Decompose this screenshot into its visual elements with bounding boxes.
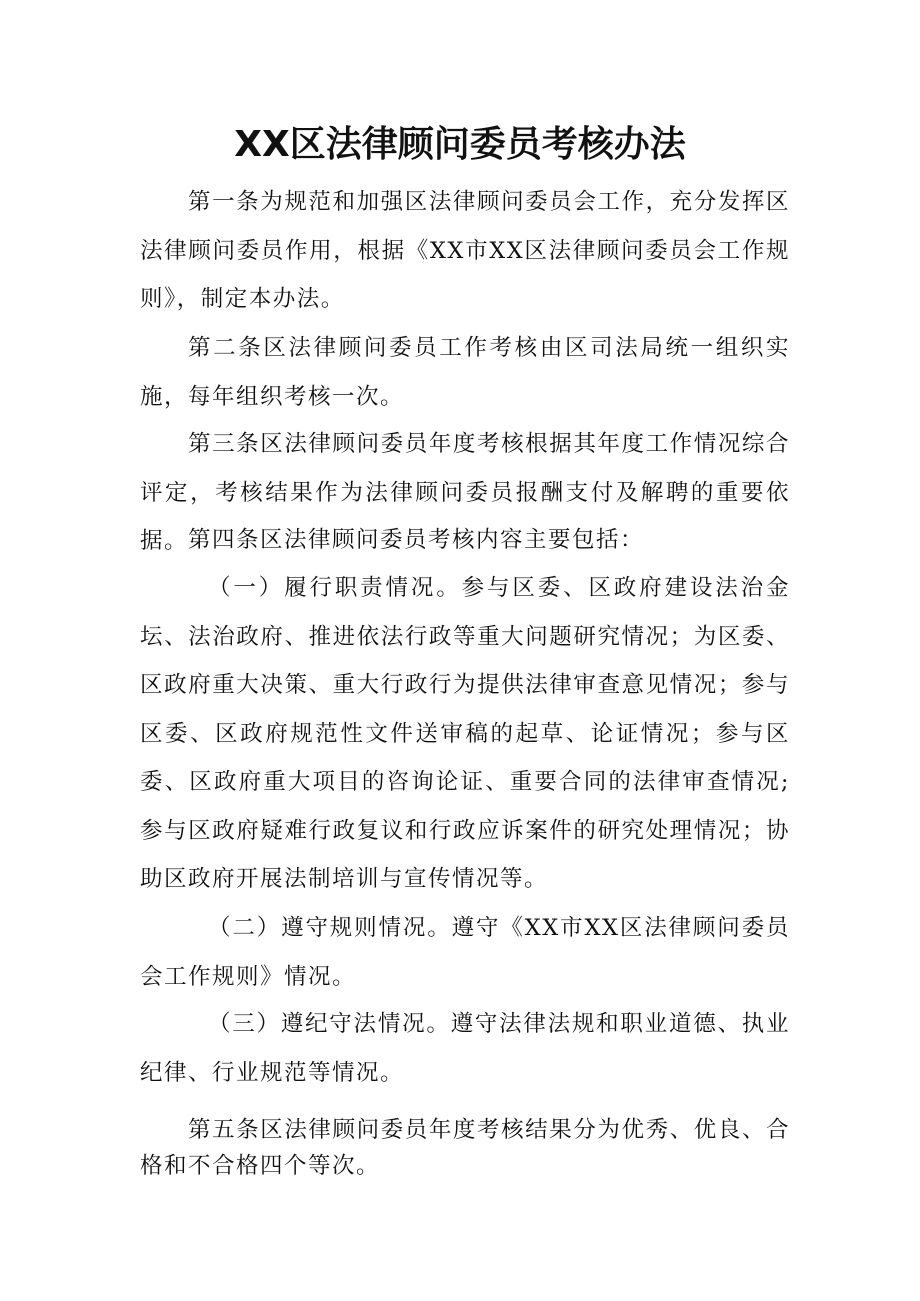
article-4-paragraph: 第四条区法律顾问委员考核内容主要包括： [188,527,645,553]
article-5-paragraph: 第五条区法律顾问委员年度考核结果分为优秀、优良、合格和不合格四个等次。 [140,1117,790,1179]
article-2-paragraph: 第二条区法律顾问委员工作考核由区司法局统一组织实施，每年组织考核一次。 [140,335,790,410]
article-4-item-2-paragraph: （二）遵守规则情况。遵守《XX市XX区法律顾问委员会工作规则》情况。 [140,915,790,990]
article-4-item-1-paragraph: （一）履行职责情况。参与区委、区政府建设法治金坛、法治政府、推进依法行政等重大问题研究情况；为区委、区政府重大决策、重大行政行为提供法律审查意见情况；参与区委、区政府规范性文件送审稿的起草、论证情况；参与区委、区政府重大项目的咨询论证、重要合同的法律审查情况;参与区政府疑难行政复议和行政应诉案件的研究处理情况；协助区政府开展法制培训与宣传情况等。 [140,575,790,892]
document-title: XX区法律顾问委员考核办法 [234,124,686,165]
article-4-item-3-paragraph: （三）遵纪守法情况。遵守法律法规和职业道德、执业纪律、行业规范等情况。 [140,1011,790,1086]
article-1-paragraph: 第一条为规范和加强区法律顾问委员会工作，充分发挥区法律顾问委员作用，根据《XX市XX区法律顾问委员会工作规则》，制定本办法。 [140,189,790,312]
article-3-paragraph: 第三条区法律顾问委员年度考核根据其年度工作情况综合评定，考核结果作为法律顾问委员报酬支付及解聘的重要依据。 [140,431,790,554]
